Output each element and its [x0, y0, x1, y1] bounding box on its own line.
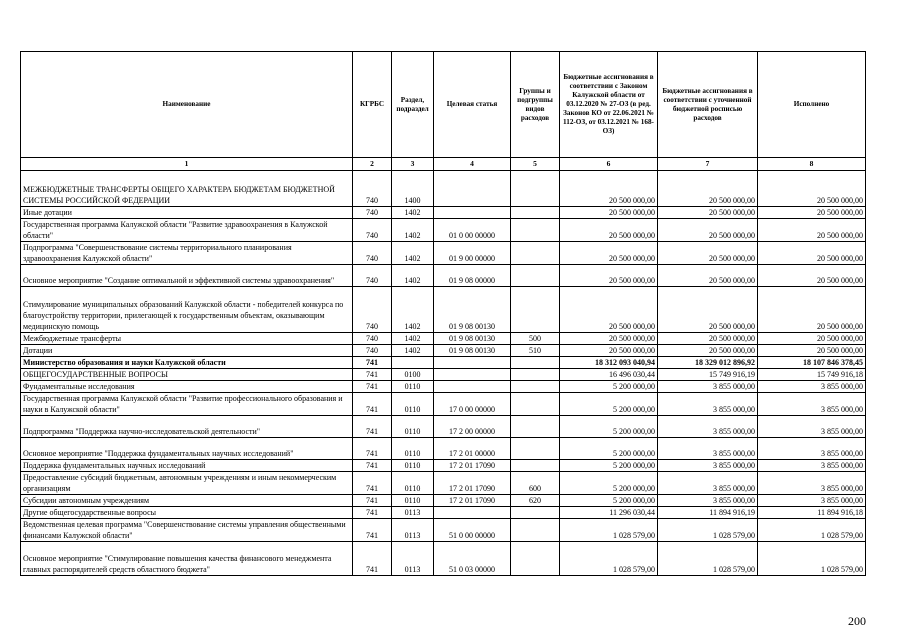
- row-name: Другие общегосударственные вопросы: [21, 507, 353, 519]
- row-name: Иные дотации: [21, 207, 353, 219]
- row-law-amount: 5 200 000,00: [560, 416, 658, 438]
- row-ispolneno-amount: 20 500 000,00: [758, 219, 866, 242]
- row-name: ОБЩЕГОСУДАРСТВЕННЫЕ ВОПРОСЫ: [21, 369, 353, 381]
- row-law-amount: 20 500 000,00: [560, 345, 658, 357]
- row-utoch-amount: 3 855 000,00: [658, 393, 758, 416]
- row-vid-rashodov: [511, 207, 560, 219]
- row-ispolneno-amount: 11 894 916,18: [758, 507, 866, 519]
- table-body: [21, 171, 866, 576]
- column-number: 7: [658, 158, 758, 171]
- row-law-amount: 5 200 000,00: [560, 438, 658, 460]
- row-law-amount: 20 500 000,00: [560, 265, 658, 287]
- row-celevaya-statya: [434, 171, 511, 207]
- row-utoch-amount: 20 500 000,00: [658, 207, 758, 219]
- row-kgrbs: 741: [353, 416, 392, 438]
- row-law-amount: 5 200 000,00: [560, 381, 658, 393]
- row-celevaya-statya: 01 9 08 00130: [434, 345, 511, 357]
- row-law-amount: 5 200 000,00: [560, 393, 658, 416]
- row-name: Ведомственная целевая программа "Совершенствование системы управления общественными финансами Калужской области": [21, 519, 353, 542]
- row-ispolneno-amount: 3 855 000,00: [758, 416, 866, 438]
- row-kgrbs: 741: [353, 393, 392, 416]
- row-celevaya-statya: [434, 207, 511, 219]
- row-celevaya-statya: 51 0 03 00000: [434, 542, 511, 576]
- row-kgrbs: 740: [353, 242, 392, 265]
- row-kgrbs: 741: [353, 369, 392, 381]
- row-utoch-amount: 3 855 000,00: [658, 472, 758, 495]
- row-utoch-amount: 20 500 000,00: [658, 287, 758, 333]
- row-law-amount: 1 028 579,00: [560, 519, 658, 542]
- row-utoch-amount: 1 028 579,00: [658, 519, 758, 542]
- row-ispolneno-amount: 3 855 000,00: [758, 393, 866, 416]
- row-razdel: 0100: [392, 369, 434, 381]
- row-vid-rashodov: [511, 519, 560, 542]
- row-vid-rashodov: [511, 265, 560, 287]
- row-law-amount: 5 200 000,00: [560, 495, 658, 507]
- row-name: Межбюджетные трансферты: [21, 333, 353, 345]
- row-vid-rashodov: [511, 242, 560, 265]
- row-celevaya-statya: [434, 381, 511, 393]
- table-row: [21, 265, 866, 287]
- table-row: [21, 507, 866, 519]
- column-number: 6: [560, 158, 658, 171]
- row-law-amount: 11 296 030,44: [560, 507, 658, 519]
- table-row: [21, 416, 866, 438]
- row-razdel: 0113: [392, 507, 434, 519]
- row-ispolneno-amount: 3 855 000,00: [758, 381, 866, 393]
- row-vid-rashodov: [511, 171, 560, 207]
- row-name: Основное мероприятие "Поддержка фундаментальных научных исследований": [21, 438, 353, 460]
- row-kgrbs: 740: [353, 333, 392, 345]
- table-row: [21, 381, 866, 393]
- row-ispolneno-amount: 3 855 000,00: [758, 472, 866, 495]
- header-law: Бюджетные ассигнования в соответствии с Законом Калужской области от 03.12.2020 № 27-ОЗ (в ред. Законов КО от 22.06.2021 № 112-ОЗ, от 03.12.2021 № 168-ОЗ): [560, 52, 658, 158]
- column-number: 2: [353, 158, 392, 171]
- row-law-amount: 1 028 579,00: [560, 542, 658, 576]
- column-number: 5: [511, 158, 560, 171]
- row-razdel: 1402: [392, 287, 434, 333]
- row-name: Подпрограмма "Поддержка научно-исследовательской деятельности": [21, 416, 353, 438]
- row-utoch-amount: 20 500 000,00: [658, 345, 758, 357]
- row-law-amount: 20 500 000,00: [560, 171, 658, 207]
- table-row: [21, 542, 866, 576]
- row-ispolneno-amount: 20 500 000,00: [758, 171, 866, 207]
- row-celevaya-statya: 17 2 01 17090: [434, 472, 511, 495]
- budget-table-sheet: [20, 51, 865, 576]
- row-vid-rashodov: 510: [511, 345, 560, 357]
- row-ispolneno-amount: 20 500 000,00: [758, 333, 866, 345]
- row-utoch-amount: 3 855 000,00: [658, 381, 758, 393]
- row-utoch-amount: 20 500 000,00: [658, 171, 758, 207]
- row-utoch-amount: 3 855 000,00: [658, 438, 758, 460]
- row-celevaya-statya: 01 0 00 00000: [434, 219, 511, 242]
- row-celevaya-statya: 01 9 08 00000: [434, 265, 511, 287]
- row-vid-rashodov: 620: [511, 495, 560, 507]
- row-law-amount: 18 312 093 040,94: [560, 357, 658, 369]
- table-header-row: [21, 52, 866, 158]
- row-razdel: 1402: [392, 265, 434, 287]
- row-ispolneno-amount: 20 500 000,00: [758, 242, 866, 265]
- row-utoch-amount: 20 500 000,00: [658, 265, 758, 287]
- row-name: МЕЖБЮДЖЕТНЫЕ ТРАНСФЕРТЫ ОБЩЕГО ХАРАКТЕРА БЮДЖЕТАМ БЮДЖЕТНОЙ СИСТЕМЫ РОССИЙСКОЙ ФЕДЕРАЦИИ: [21, 171, 353, 207]
- row-name: Предоставление субсидий бюджетным, автономным учреждениям и иным некоммерческим организациям: [21, 472, 353, 495]
- row-celevaya-statya: 17 0 00 00000: [434, 393, 511, 416]
- row-kgrbs: 740: [353, 207, 392, 219]
- row-kgrbs: 741: [353, 460, 392, 472]
- row-utoch-amount: 1 028 579,00: [658, 542, 758, 576]
- row-vid-rashodov: [511, 438, 560, 460]
- row-kgrbs: 741: [353, 381, 392, 393]
- table-row: [21, 495, 866, 507]
- row-ispolneno-amount: 1 028 579,00: [758, 519, 866, 542]
- row-vid-rashodov: [511, 416, 560, 438]
- table-row: [21, 219, 866, 242]
- row-utoch-amount: 15 749 916,19: [658, 369, 758, 381]
- row-vid-rashodov: [511, 460, 560, 472]
- row-ispolneno-amount: 20 500 000,00: [758, 265, 866, 287]
- row-utoch-amount: 3 855 000,00: [658, 495, 758, 507]
- row-kgrbs: 741: [353, 438, 392, 460]
- row-kgrbs: 741: [353, 542, 392, 576]
- row-utoch-amount: 11 894 916,19: [658, 507, 758, 519]
- row-ispolneno-amount: 20 500 000,00: [758, 345, 866, 357]
- row-kgrbs: 741: [353, 472, 392, 495]
- row-law-amount: 20 500 000,00: [560, 219, 658, 242]
- row-utoch-amount: 20 500 000,00: [658, 333, 758, 345]
- row-vid-rashodov: [511, 357, 560, 369]
- row-kgrbs: 741: [353, 519, 392, 542]
- row-name: Основное мероприятие "Создание оптимальной и эффективной системы здравоохранения": [21, 265, 353, 287]
- row-vid-rashodov: [511, 542, 560, 576]
- row-kgrbs: 740: [353, 345, 392, 357]
- budget-execution-table: [20, 51, 866, 576]
- row-razdel: [392, 357, 434, 369]
- row-celevaya-statya: [434, 369, 511, 381]
- row-celevaya-statya: 51 0 00 00000: [434, 519, 511, 542]
- table-row: [21, 171, 866, 207]
- row-razdel: 0110: [392, 438, 434, 460]
- table-row: [21, 242, 866, 265]
- row-kgrbs: 740: [353, 171, 392, 207]
- row-ispolneno-amount: 3 855 000,00: [758, 438, 866, 460]
- row-vid-rashodov: 600: [511, 472, 560, 495]
- table-row: [21, 287, 866, 333]
- row-utoch-amount: 3 855 000,00: [658, 460, 758, 472]
- row-vid-rashodov: 500: [511, 333, 560, 345]
- row-name: Государственная программа Калужской области "Развитие здравоохранения в Калужской области": [21, 219, 353, 242]
- row-name: Стимулирование муниципальных образований Калужской области - победителей конкурса по благоустройству территории, прилегающей к государственным объектам, оказывающим медицинскую помощь: [21, 287, 353, 333]
- row-ispolneno-amount: 18 107 846 378,45: [758, 357, 866, 369]
- row-razdel: 1402: [392, 219, 434, 242]
- row-razdel: 0110: [392, 495, 434, 507]
- header-gruppy: Группы и подгруппы видов расходов: [511, 52, 560, 158]
- row-celevaya-statya: 17 2 01 00000: [434, 438, 511, 460]
- column-number: 4: [434, 158, 511, 171]
- column-number: 8: [758, 158, 866, 171]
- row-name: Государственная программа Калужской области "Развитие профессионального образования и науки в Калужской области": [21, 393, 353, 416]
- header-celevaya: Целевая статья: [434, 52, 511, 158]
- table-row: [21, 460, 866, 472]
- table-row: [21, 438, 866, 460]
- row-law-amount: 16 496 030,44: [560, 369, 658, 381]
- row-razdel: 1402: [392, 242, 434, 265]
- column-number: 1: [21, 158, 353, 171]
- row-vid-rashodov: [511, 369, 560, 381]
- row-utoch-amount: 20 500 000,00: [658, 219, 758, 242]
- row-law-amount: 20 500 000,00: [560, 207, 658, 219]
- row-vid-rashodov: [511, 381, 560, 393]
- row-ispolneno-amount: 20 500 000,00: [758, 207, 866, 219]
- row-ispolneno-amount: 3 855 000,00: [758, 460, 866, 472]
- row-celevaya-statya: [434, 507, 511, 519]
- row-name: Дотации: [21, 345, 353, 357]
- table-row: [21, 393, 866, 416]
- column-number-row: [21, 158, 866, 171]
- column-number: 3: [392, 158, 434, 171]
- row-name: Субсидии автономным учреждениям: [21, 495, 353, 507]
- row-law-amount: 20 500 000,00: [560, 287, 658, 333]
- page-number: 200: [848, 614, 866, 628]
- row-utoch-amount: 3 855 000,00: [658, 416, 758, 438]
- row-ispolneno-amount: 20 500 000,00: [758, 287, 866, 333]
- row-vid-rashodov: [511, 219, 560, 242]
- row-law-amount: 5 200 000,00: [560, 472, 658, 495]
- table-row: [21, 357, 866, 369]
- row-ispolneno-amount: 15 749 916,18: [758, 369, 866, 381]
- header-razdel: Раздел, подраздел: [392, 52, 434, 158]
- header-name: Наименование: [21, 52, 353, 158]
- row-kgrbs: 740: [353, 265, 392, 287]
- row-kgrbs: 740: [353, 287, 392, 333]
- table-row: [21, 472, 866, 495]
- row-law-amount: 5 200 000,00: [560, 460, 658, 472]
- row-celevaya-statya: 17 2 00 00000: [434, 416, 511, 438]
- row-razdel: 1402: [392, 333, 434, 345]
- row-razdel: 1402: [392, 207, 434, 219]
- row-vid-rashodov: [511, 507, 560, 519]
- header-ispolneno: Исполнено: [758, 52, 866, 158]
- header-kgrbs: КГРБС: [353, 52, 392, 158]
- row-name: Подпрограмма "Совершенствование системы территориального планирования здравоохранения Калужской области": [21, 242, 353, 265]
- row-kgrbs: 740: [353, 219, 392, 242]
- row-kgrbs: 741: [353, 507, 392, 519]
- table-row: [21, 519, 866, 542]
- row-kgrbs: 741: [353, 495, 392, 507]
- row-razdel: 0113: [392, 542, 434, 576]
- row-ispolneno-amount: 3 855 000,00: [758, 495, 866, 507]
- row-utoch-amount: 18 329 012 896,92: [658, 357, 758, 369]
- row-celevaya-statya: 01 9 08 00130: [434, 287, 511, 333]
- row-razdel: 0113: [392, 519, 434, 542]
- row-vid-rashodov: [511, 287, 560, 333]
- row-name: Министерство образования и науки Калужской области: [21, 357, 353, 369]
- table-row: [21, 333, 866, 345]
- row-ispolneno-amount: 1 028 579,00: [758, 542, 866, 576]
- row-name: Основное мероприятие "Стимулирование повышения качества финансового менеджмента главных распорядителей средств областного бюджета": [21, 542, 353, 576]
- row-celevaya-statya: 01 9 08 00130: [434, 333, 511, 345]
- row-vid-rashodov: [511, 393, 560, 416]
- row-celevaya-statya: 01 9 00 00000: [434, 242, 511, 265]
- row-razdel: 0110: [392, 460, 434, 472]
- table-row: [21, 207, 866, 219]
- row-kgrbs: 741: [353, 357, 392, 369]
- row-celevaya-statya: 17 2 01 17090: [434, 460, 511, 472]
- row-name: Фундаментальные исследования: [21, 381, 353, 393]
- row-law-amount: 20 500 000,00: [560, 333, 658, 345]
- row-razdel: 0110: [392, 393, 434, 416]
- row-razdel: 0110: [392, 381, 434, 393]
- row-razdel: 1400: [392, 171, 434, 207]
- row-utoch-amount: 20 500 000,00: [658, 242, 758, 265]
- row-razdel: 1402: [392, 345, 434, 357]
- row-razdel: 0110: [392, 472, 434, 495]
- table-row: [21, 345, 866, 357]
- row-law-amount: 20 500 000,00: [560, 242, 658, 265]
- row-name: Поддержка фундаментальных научных исследований: [21, 460, 353, 472]
- row-celevaya-statya: [434, 357, 511, 369]
- table-row: [21, 369, 866, 381]
- row-celevaya-statya: 17 2 01 17090: [434, 495, 511, 507]
- header-utoch: Бюджетные ассигнования в соответствии с уточненной бюджетной росписью расходов: [658, 52, 758, 158]
- row-razdel: 0110: [392, 416, 434, 438]
